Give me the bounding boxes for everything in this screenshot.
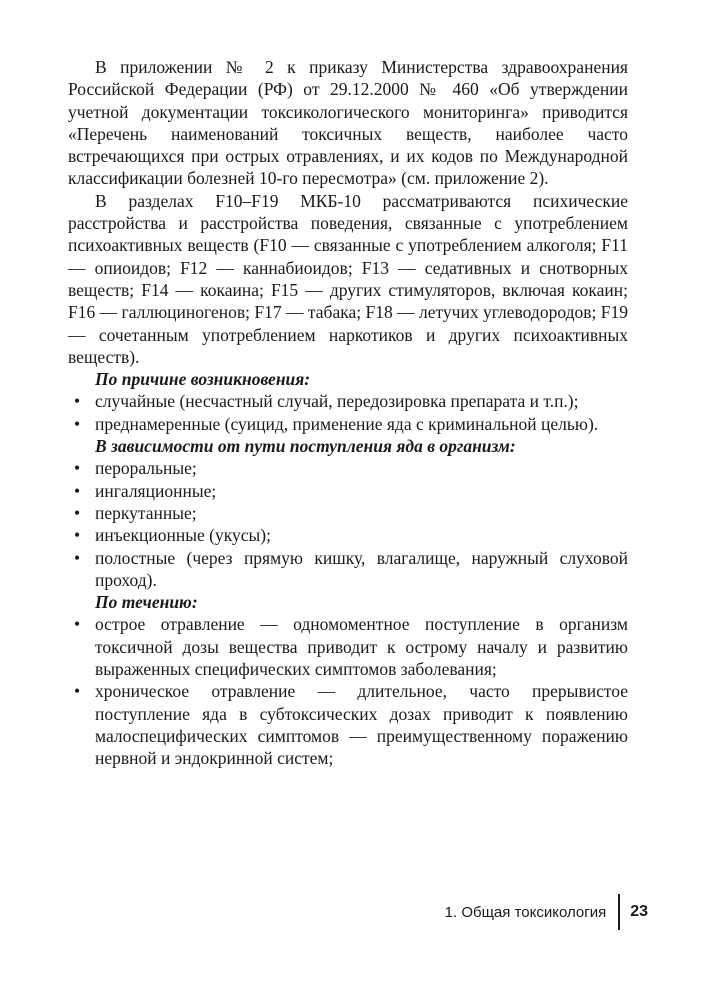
bullet-icon: • — [74, 502, 81, 523]
list-by-course — [68, 613, 628, 769]
page-footer — [445, 894, 648, 930]
bullet-icon: • — [74, 391, 81, 412]
list-item — [68, 680, 628, 769]
bullet-icon: • — [74, 480, 81, 501]
bullet-icon: • — [74, 547, 81, 568]
heading-by-course: По течению: — [95, 592, 198, 613]
list-item-text: хроническое отравление — длительное, часто прерывистое поступление яда в субтоксических дозах приводит к появлению малоспецифических симптомов — преимущественному поражению нервной и эндокринной систем; — [95, 681, 628, 769]
list-item-text: острое отравление — одномоментное поступление в организм токсичной дозы вещества приводит к острому началу и развитию выраженных специфических симптомов заболевания; — [95, 614, 628, 680]
list-item-text: перкутанные; — [95, 502, 197, 523]
chapter-title: 1. Общая токсикология — [444, 903, 607, 921]
list-by-route — [68, 457, 628, 591]
list-item — [68, 390, 628, 412]
list-item — [68, 524, 628, 546]
heading-by-cause: По причине возникновения: — [95, 369, 311, 390]
page-number: 23 — [630, 903, 648, 920]
paragraph-icd-sections: В разделах F10–F19 МКБ-10 рассматриваются психические расстройства и расстройства поведения, связанные с употреблением психоактивных веществ (F10 — связанные с употреблением алкоголя; F11 — опиоидов; F12 — каннабиоидов; F13 — седативных и снотворных веществ; F14 — кокаина; F15 — других стимуляторов, включая кокаин; F16 — галлюциногенов; F17 — табака; F18 — летучих углеводородов; F19 — сочетанным употреблением наркотиков и других психоактивных веществ). — [68, 190, 628, 367]
list-item — [68, 613, 628, 680]
list-item-text: полостные (через прямую кишку, влагалище, наружный слуховой проход). — [95, 547, 628, 590]
bullet-icon: • — [74, 525, 81, 546]
page-body — [68, 56, 628, 770]
list-item — [68, 457, 628, 479]
list-item — [68, 480, 628, 502]
heading-by-route: В зависимости от пути поступления яда в организм: — [95, 436, 516, 457]
list-item-text: ингаляционные; — [95, 480, 217, 501]
bullet-icon: • — [74, 458, 81, 479]
bullet-icon: • — [74, 614, 81, 635]
bullet-icon: • — [74, 681, 81, 702]
list-item — [68, 413, 628, 435]
list-by-cause — [68, 390, 628, 435]
list-item — [68, 502, 628, 524]
list-item-text: пероральные; — [95, 458, 197, 479]
list-item-text: инъекционные (укусы); — [95, 525, 271, 546]
list-item-text: преднамеренные (суицид, применение яда с криминальной целью). — [95, 413, 599, 434]
footer-divider — [618, 894, 620, 930]
list-item-text: случайные (несчастный случай, передозировка препарата и т.п.); — [95, 391, 579, 412]
list-item — [68, 547, 628, 592]
bullet-icon: • — [74, 413, 81, 434]
paragraph-appendix: В приложении № 2 к приказу Министерства здравоохранения Российской Федерации (РФ) от 29.12.2000 № 460 «Об утверждении учетной документации токсикологического мониторинга» приводится «Перечень наименований токсичных веществ, наиболее часто встречающихся при острых отравлениях, и их кодов по Международной классификации болезней 10-го пересмотра» (см. приложение 2). — [68, 57, 628, 189]
